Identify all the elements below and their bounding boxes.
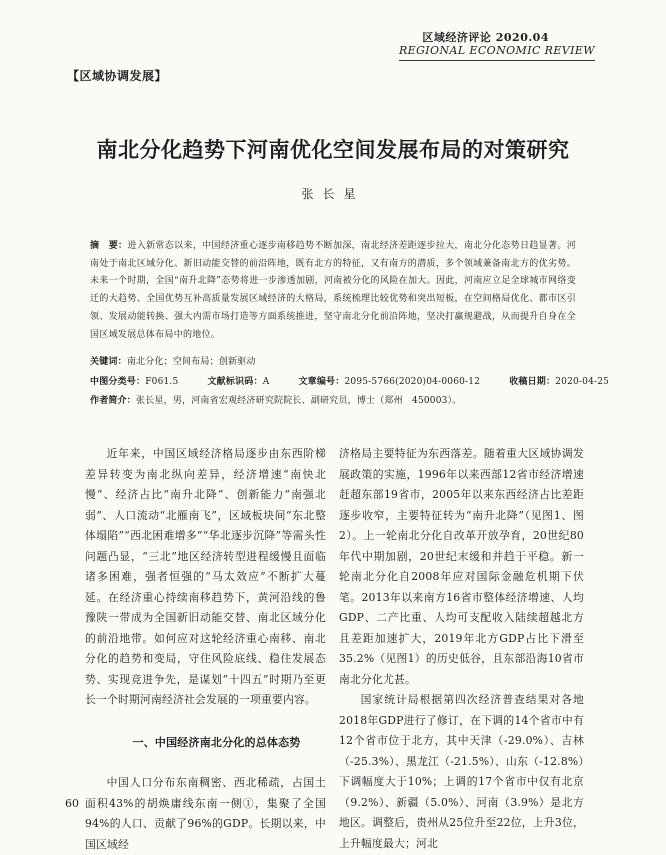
header-divider [399, 60, 595, 61]
keywords-text: 南北分化；空间布局；创新驱动 [126, 357, 256, 367]
column-tag: 【区域协调发展】 [67, 69, 168, 83]
author-bio-text: 张长星，男，河南省宏观经济研究院院长、副研究员，博士（郑州 450003）。 [136, 396, 462, 406]
clc-number: 中图分类号：F061.5 [90, 377, 179, 387]
body-paragraph: 中国人口分布东南稠密、西北稀疏，占国土面积43%的胡焕庸线东南一侧①，集聚了全国94%的人口、贡献了96%的GDP。长期以来，中国区域经 [85, 776, 326, 851]
body-paragraph: 国家统计局根据第四次经济普查结果对各地2018年GDP进行了修订，在下调的14个省市中有12个省市位于北方，其中天津（-29.0%）、吉林（-25.3%）、黑龙江（-21.5%）、山东（-12.8%）下调幅度大于10%；上调的17个省市中仅有北京（9.2%）、新疆（5.0%）、河南（3.9%）是北方地区。调整后，贵州从25位升至22位，上升3位，上升幅度最大；河北 [339, 693, 584, 850]
author-bio-label: 作者简介： [90, 396, 137, 406]
classification-line [90, 374, 609, 387]
journal-name: 区域经济评论 2020.04 [422, 31, 549, 44]
body-column-left [85, 444, 326, 855]
keywords-label: 关键词： [90, 357, 127, 367]
author-name: 张长星 [301, 187, 365, 201]
article-number: 文章编号：2095-5766(2020)04-0060-12 [298, 377, 481, 387]
keywords [90, 354, 256, 367]
body-column-right [339, 444, 584, 854]
author-bio [90, 393, 461, 406]
document-code: 文献标识码：A [207, 377, 270, 387]
page-number: 60 [65, 797, 79, 810]
article-title: 南北分化趋势下河南优化空间发展布局的对策研究 [96, 137, 570, 162]
abstract [90, 238, 576, 344]
body-paragraph: 济格局主要特征为东西落差。随着重大区域协调发展政策的实施，1996年以来西部12省市经济增速赶超东部19省市，2005年以来东西经济占比差距逐步收窄，主要特征转为“南升北降”（见图1、图2）。上一轮南北分化自改革开放孕育，20世纪80年代中期加剧，20世纪末缓和并趋于平稳。新一轮南北分化自2008年应对国际金融危机期下伏笔。2013年以来南方16省市整体经济增速、人均GDP、二产比重、人均可支配收入陆续超越北方且差距加速扩大，2019年北方GDP占比下滑至35.2%（见图1）的历史低谷，且东部沿海10省市南北分化尤甚。 [339, 447, 584, 686]
abstract-text: 进入新常态以来，中国经济重心逐步南移趋势不断加深，南北经济差距逐步拉大，南北分化态势日趋显著。河南处于南北区域分化、新旧动能交替的前沿阵地，既有北方的特征，又有南方的潜质，多个领域兼备南北方的优劣势。未来一个时期，全国“南升北降”态势将进一步渗透加剧，河南被分化的风险在加大。因此，河南应立足全球城市网络变迁的大趋势、全国优势互补高质量发展区域经济的大格局，系统梳理比较优势和突出短板，在空间格局优化、都市区引领、发展动能转换、强大内需市场打造等方面系统推进，坚守南北分化前沿阵地，坚决打赢规避战，从而提升自身在全国区域发展总体布局中的地位。 [90, 241, 576, 340]
journal-name-en: REGIONAL ECONOMIC REVIEW [399, 44, 595, 57]
section-heading: 一、中国经济南北分化的总体态势 [132, 735, 301, 749]
body-paragraph: 近年来，中国区域经济格局逐步由东西阶梯差异转变为南北纵向差异，经济增速“南快北慢”、经济占比“南升北降”、创新能力“南强北弱”、人口流动“北雁南飞”，区域板块间“东北整体塌陷”“西北困难增多”“华北逐步沉降”等需头性问题凸显，“三北”地区经济转型进程缓慢且面临诸多困难，强者恒强的“马太效应”不断扩大蔓延。在经济重心持续南移趋势下，黄河沿线的鲁豫陕一带成为全国新旧动能交替、南北区域分化的前沿地带。如何应对这轮经济重心南移、南北分化的趋势和变局，守住风险底线、稳住发展态势、实现竞进争先，是谋划“十四五”时期乃至更长一个时期河南经济社会发展的一项重要内容。 [85, 447, 326, 706]
abstract-label: 摘 要： [90, 241, 128, 251]
received-date: 收稿日期：2020-04-25 [509, 377, 610, 387]
